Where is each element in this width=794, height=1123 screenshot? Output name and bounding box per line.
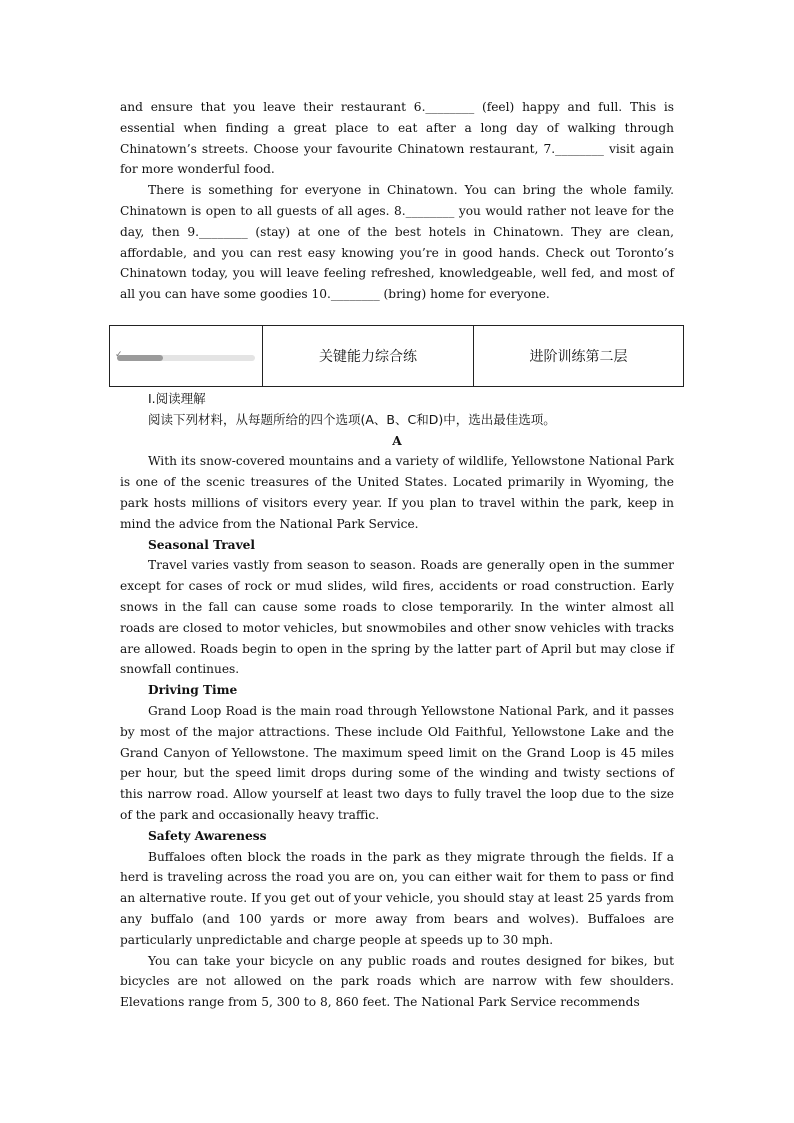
- paragraph-driving-time: Grand Loop Road is the main road through Yellowstone National Park, and it passes by most of the major attractions. These include Old Faithful, Yellowstone Lake and the Grand Canyon of Yellowstone. The maximum speed limit on the Grand Loop is 45 miles per hour, but the speed limit drops during some of the winding and twisty sections of this narrow road. Allow yourself at least two days to fully travel the loop due to the size of the park and occasionally heavy traffic.: [120, 703, 674, 822]
- heading-safety-awareness: Safety Awareness: [148, 828, 267, 843]
- paragraph-seasonal-travel: Travel varies vastly from season to season. Roads are generally open in the summer except for cases of rock or mud slides, wild fires, accidents or road construction. Early snows in the fall can cause some roads to close temporarily. In the winter almost all roads are closed to motor vehicles, but snowmobiles and other snow vehicles with tracks are allowed. Roads begin to open in the spring by the latter part of April but may close if snowfall continues.: [120, 558, 674, 677]
- section-banner: [109, 325, 684, 387]
- heading-driving-time: Driving Time: [148, 683, 238, 698]
- passage-label: A: [392, 433, 402, 448]
- paragraph-continuation: and ensure that you leave their restaurant 6.________ (feel) happy and full. This is essential when finding a great place to eat after a long day of walking through Chinatown’s streets. Choose your favourite Chinatown restaurant, 7.________ visit again for more wonderful food.: [120, 100, 674, 177]
- instruction-text: 阅读下列材料，从每题所给的四个选项(A、B、C和D)中，选出最佳选项。: [148, 411, 556, 427]
- progress-bar: [115, 350, 255, 361]
- section-title: Ⅰ.阅读理解: [148, 391, 206, 406]
- intro-paragraph: With its snow-covered mountains and a variety of wildlife, Yellowstone National Park is one of the scenic treasures of the United States. Located primarily in Wyoming, the park hosts millions of visitors every year. If you plan to travel within the park, keep in mind the advice from the National Park Service.: [120, 454, 674, 531]
- paragraph-bicycles: You can take your bicycle on any public roads and routes designed for bikes, but bicycles are not allowed on the park roads which are narrow with few shoulders. Elevations range from 5, 300 to 8, 860 feet. The National Park Service recommends: [120, 953, 674, 1010]
- banner-title-cell: 关键能力综合练: [263, 326, 474, 386]
- top-text-block: [120, 97, 674, 305]
- progress-fill: [117, 355, 163, 361]
- banner-progress-cell: [110, 326, 263, 386]
- paragraph-buffaloes: Buffaloes often block the roads in the park as they migrate through the fields. If a herd is traveling across the road you are on, you can either wait for them to pass or find an alternative route. If you get out of your vehicle, you should stay at least 25 yards from any buffalo (and 100 yards or more away from bears and wolves). Buffaloes are particularly unpredictable and charge people at speeds up to 30 mph.: [120, 849, 674, 947]
- check-icon: ✓: [115, 350, 123, 360]
- banner-level-cell: 进阶训练第二层: [529, 349, 628, 365]
- reading-block: [120, 389, 674, 1013]
- paragraph-chinatown: There is something for everyone in Chinatown. You can bring the whole family. Chinatown is open to all guests of all ages. 8.________ you would rather not leave for the day, then 9.________ (stay) at one of the best hotels in Chinatown. They are clean, affordable, and you can rest easy knowing you’re in good hands. Check out Toronto’s Chinatown today, you will leave feeling refreshed, knowledgeable, well fed, and most of all you can have some goodies 10.________ (bring) home for everyone.: [120, 183, 674, 302]
- heading-seasonal-travel: Seasonal Travel: [148, 537, 256, 552]
